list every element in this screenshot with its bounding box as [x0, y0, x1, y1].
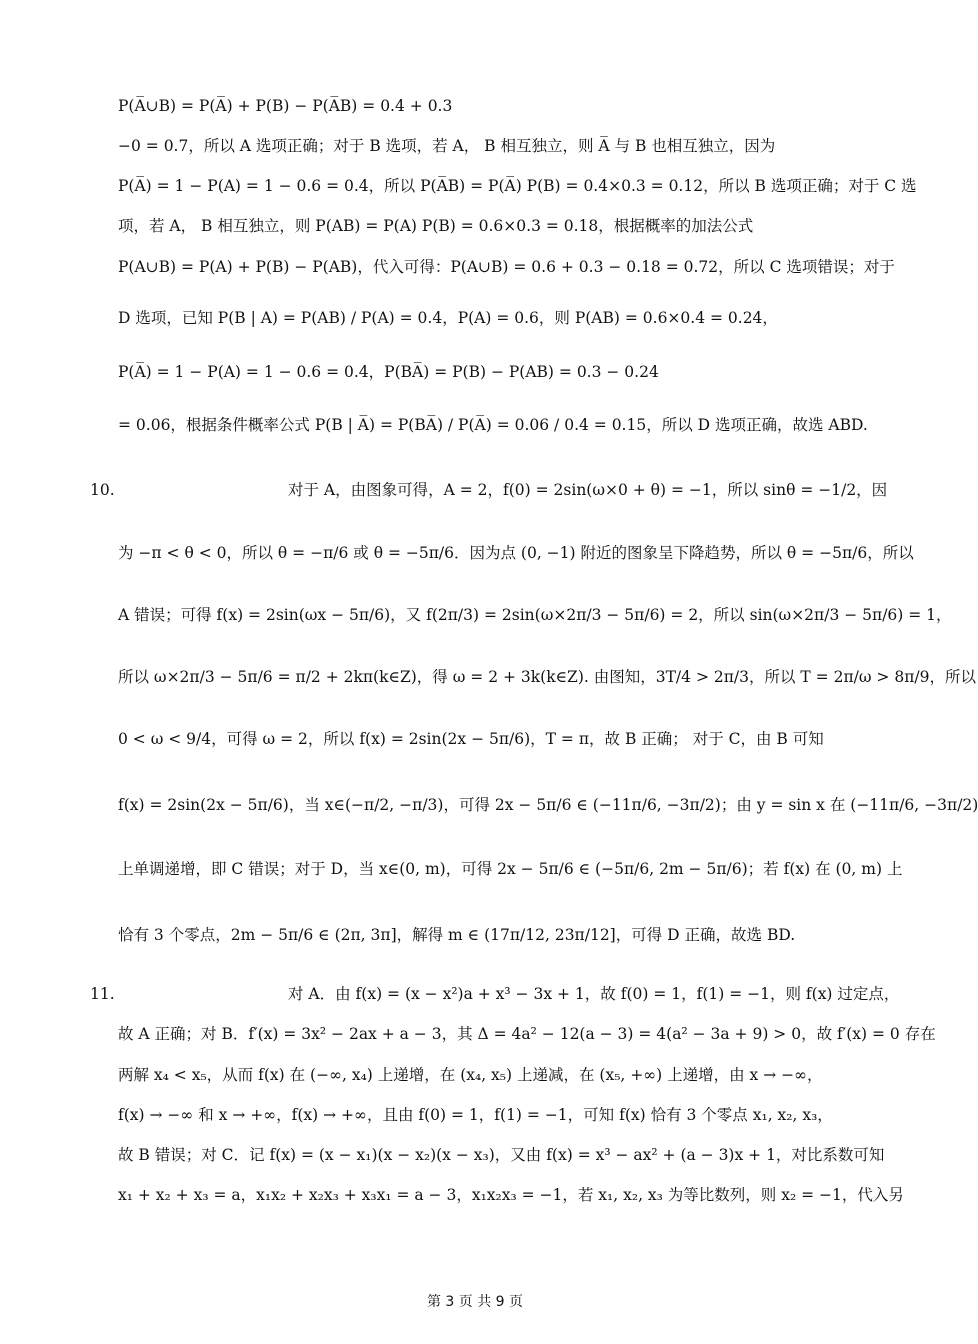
text-line: 两解 x₄ < x₅，从而 f(x) 在 (−∞, x₄) 上递增，在 (x₄, x₅) 上递减，在 (x₅, +∞) 上递增，由 x → −∞，	[118, 1066, 823, 1084]
text-line: x₁ + x₂ + x₃ = a，x₁x₂ + x₂x₃ + x₃x₁ = a − 3，x₁x₂x₃ = −1，若 x₁, x₂, x₃ 为等比数列，则 x₂ = −1，代入另	[118, 1186, 904, 1204]
text-line: f(x) = 2sin(2x − 5π/6)，当 x∈(−π/2, −π/3)，可得 2x − 5π/6 ∈ (−11π/6, −3π/2)；由 y = sin x 在 (−11π/6, −3π/2)	[118, 796, 978, 814]
text-line: P(A̅) = 1 − P(A) = 1 − 0.6 = 0.4，所以 P(A̅B) = P(A̅) P(B) = 0.4×0.3 = 0.12，所以 B 选项正确；对于 C 选	[118, 177, 917, 195]
text-line: 项，若 A， B 相互独立，则 P(AB) = P(A) P(B) = 0.6×0.3 = 0.18，根据概率的加法公式	[118, 217, 754, 235]
text-line: −0 = 0.7，所以 A 选项正确；对于 B 选项，若 A， B 相互独立，则 A̅ 与 B 也相互独立，因为	[118, 137, 776, 155]
text-line: 恰有 3 个零点，2m − 5π/6 ∈ (2π, 3π]，解得 m ∈ (17π/12, 23π/12]，可得 D 正确，故选 BD.	[118, 926, 796, 944]
text-line: 上单调递增，即 C 错误；对于 D，当 x∈(0, m)，可得 2x − 5π/6 ∈ (−5π/6, 2m − 5π/6)；若 f(x) 在 (0, m) 上	[118, 860, 903, 878]
text-line: P(A̅) = 1 − P(A) = 1 − 0.6 = 0.4，P(BA̅) = P(B) − P(AB) = 0.3 − 0.24	[118, 363, 659, 381]
text-line: A 错误；可得 f(x) = 2sin(ωx − 5π/6)，又 f(2π/3) = 2sin(ω×2π/3 − 5π/6) = 2，所以 sin(ω×2π/3 − 5π/6) = 1，	[118, 606, 952, 624]
text-line: P(A̅∪B) = P(A̅) + P(B) − P(A̅B) = 0.4 + 0.3	[118, 97, 453, 115]
text-line: 所以 ω×2π/3 − 5π/6 = π/2 + 2kπ(k∈Z)，得 ω = 2 + 3k(k∈Z). 由图知，3T/4 > 2π/3，所以 T = 2π/ω > 8π/9，所以	[118, 668, 976, 686]
page-footer: 第 3 页 共 9 页	[426, 1294, 524, 1310]
question-number-10: 10.	[90, 481, 115, 499]
text-line: 故 B 错误；对 C．记 f(x) = (x − x₁)(x − x₂)(x − x₃)，又由 f(x) = x³ − ax² + (a − 3)x + 1，对比系数可知	[118, 1146, 885, 1164]
text-line: 对于 A，由图象可得，A = 2，f(0) = 2sin(ω×0 + θ) = −1，所以 sinθ = −1/2，因	[288, 481, 888, 499]
text-line: 为 −π < θ < 0，所以 θ = −π/6 或 θ = −5π/6．因为点 (0, −1) 附近的图象呈下降趋势，所以 θ = −5π/6，所以	[118, 544, 914, 562]
text-line: f(x) → −∞ 和 x → +∞，f(x) → +∞，且由 f(0) = 1，f(1) = −1，可知 f(x) 恰有 3 个零点 x₁, x₂, x₃，	[118, 1106, 833, 1124]
text-line: P(A∪B) = P(A) + P(B) − P(AB)，代入可得：P(A∪B) = 0.6 + 0.3 − 0.18 = 0.72，所以 C 选项错误；对于	[118, 258, 895, 276]
text-line: 0 < ω < 9/4，可得 ω = 2，所以 f(x) = 2sin(2x − 5π/6)，T = π，故 B 正确； 对于 C，由 B 可知	[118, 730, 824, 748]
text-line: 对 A．由 f(x) = (x − x²)a + x³ − 3x + 1，故 f(0) = 1，f(1) = −1，则 f(x) 过定点，	[288, 985, 900, 1003]
text-line: 故 A 正确；对 B．f′(x) = 3x² − 2ax + a − 3，其 Δ = 4a² − 12(a − 3) = 4(a² − 3a + 9) > 0，故 f′(x) = 0 存在	[118, 1025, 936, 1043]
text-line: D 选项，已知 P(B | A) = P(AB) / P(A) = 0.4，P(A) = 0.6，则 P(AB) = 0.6×0.4 = 0.24，	[118, 309, 778, 327]
text-line: = 0.06，根据条件概率公式 P(B | A̅) = P(BA̅) / P(A̅) = 0.06 / 0.4 = 0.15，所以 D 选项正确，故选 ABD.	[118, 416, 868, 434]
question-number-11: 11.	[90, 985, 115, 1003]
